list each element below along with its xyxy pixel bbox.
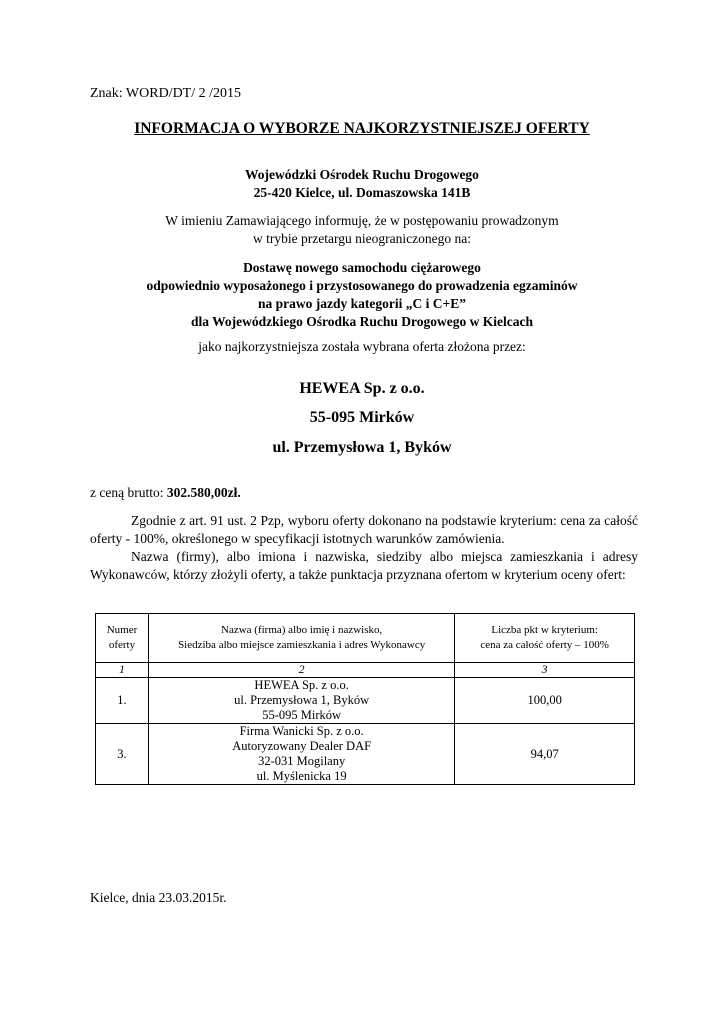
paragraph-bidders: Nazwa (firmy), albo imiona i nazwiska, siedziby albo miejsca zamieszkania i adresy Wykonawców, którzy złożyli oferty, a także punktacja przyznana ofertom w kryterium oceny ofert: xyxy=(90,549,638,582)
chosen-offer-text: jako najkorzystniejsza została wybrana oferta złożona przez: xyxy=(198,339,526,354)
paragraph-criterion: Zgodnie z art. 91 ust. 2 Pzp, wyboru oferty dokonano na podstawie kryterium: cena za całość oferty - 100%, określonego w specyfikacji istotnych warunków zamówienia. xyxy=(90,513,638,546)
column-number: 1 xyxy=(96,663,149,678)
place-and-date: Kielce, dnia 23.03.2015r. xyxy=(90,890,227,905)
contractor-line: Firma Wanicki Sp. z o.o. xyxy=(239,724,364,738)
contractor-line: 55-095 Mirków xyxy=(262,708,342,722)
column-number: 3 xyxy=(455,663,635,678)
intro-line: W imieniu Zamawiającego informuję, że w postępowaniu prowadzonym xyxy=(165,213,559,228)
contractor-line: HEWEA Sp. z o.o. xyxy=(254,678,349,692)
winner-name: HEWEA Sp. z o.o. xyxy=(299,380,425,397)
subject-line: dla Wojewódzkiego Ośrodka Ruchu Drogowego w Kielcach xyxy=(190,314,533,329)
organization-name: Wojewódzki Ośrodek Ruchu Drogowego xyxy=(245,167,479,182)
header-line: Numer xyxy=(106,624,138,636)
contractor-line: Autoryzowany Dealer DAF xyxy=(232,739,372,753)
header-line: Siedziba albo miejsce zamieszkania i adres Wykonawcy xyxy=(178,639,426,651)
table-column-number-row xyxy=(96,663,635,678)
header-points xyxy=(455,614,635,663)
contractor-cell xyxy=(148,678,454,724)
winner-postal: 55-095 Mirków xyxy=(309,409,415,426)
header-contractor xyxy=(148,614,454,663)
table-row xyxy=(96,724,635,785)
contractor-line: ul. Myślenicka 19 xyxy=(256,769,347,783)
price-label: z ceną brutto: xyxy=(90,485,164,500)
header-line: oferty xyxy=(108,639,136,651)
offers-table xyxy=(95,613,635,785)
contractor-cell xyxy=(148,724,454,785)
price-value: 302.580,00zł. xyxy=(166,485,241,500)
header-line: Nazwa (firma) albo imię i nazwisko, xyxy=(221,624,383,636)
subject-line: Dostawę nowego samochodu ciężarowego xyxy=(243,260,481,275)
tender-subject xyxy=(0,259,724,331)
offer-points: 94,07 xyxy=(455,724,635,785)
intro-line: w trybie przetargu nieograniczonego na: xyxy=(253,231,471,246)
contractor-line: ul. Przemysłowa 1, Byków xyxy=(234,693,370,707)
table-header-row xyxy=(96,614,635,663)
organization-block xyxy=(0,166,724,202)
offer-number: 1. xyxy=(96,678,149,724)
offer-number: 3. xyxy=(96,724,149,785)
document-title: INFORMACJA O WYBORZE NAJKORZYSTNIEJSZEJ OFERTY xyxy=(134,120,590,137)
header-line: cena za całość oferty – 100% xyxy=(480,639,609,651)
subject-line: na prawo jazdy kategorii „C i C+E” xyxy=(258,296,466,311)
subject-line: odpowiednio wyposażonego i przystosowanego do prowadzenia egzaminów xyxy=(146,278,578,293)
header-line: Liczba pkt w kryterium: xyxy=(491,624,598,636)
organization-address: 25-420 Kielce, ul. Domaszowska 141B xyxy=(253,185,471,200)
offer-points: 100,00 xyxy=(455,678,635,724)
contractor-line: 32-031 Mogilany xyxy=(258,754,346,768)
document-reference: Znak: WORD/DT/ 2 /2015 xyxy=(90,86,242,101)
justification-text xyxy=(90,512,638,584)
table-row xyxy=(96,678,635,724)
winner-street: ul. Przemysłowa 1, Byków xyxy=(272,439,452,456)
price-line xyxy=(90,485,241,501)
header-offer-number xyxy=(96,614,149,663)
column-number: 2 xyxy=(148,663,454,678)
intro-text xyxy=(0,212,724,248)
